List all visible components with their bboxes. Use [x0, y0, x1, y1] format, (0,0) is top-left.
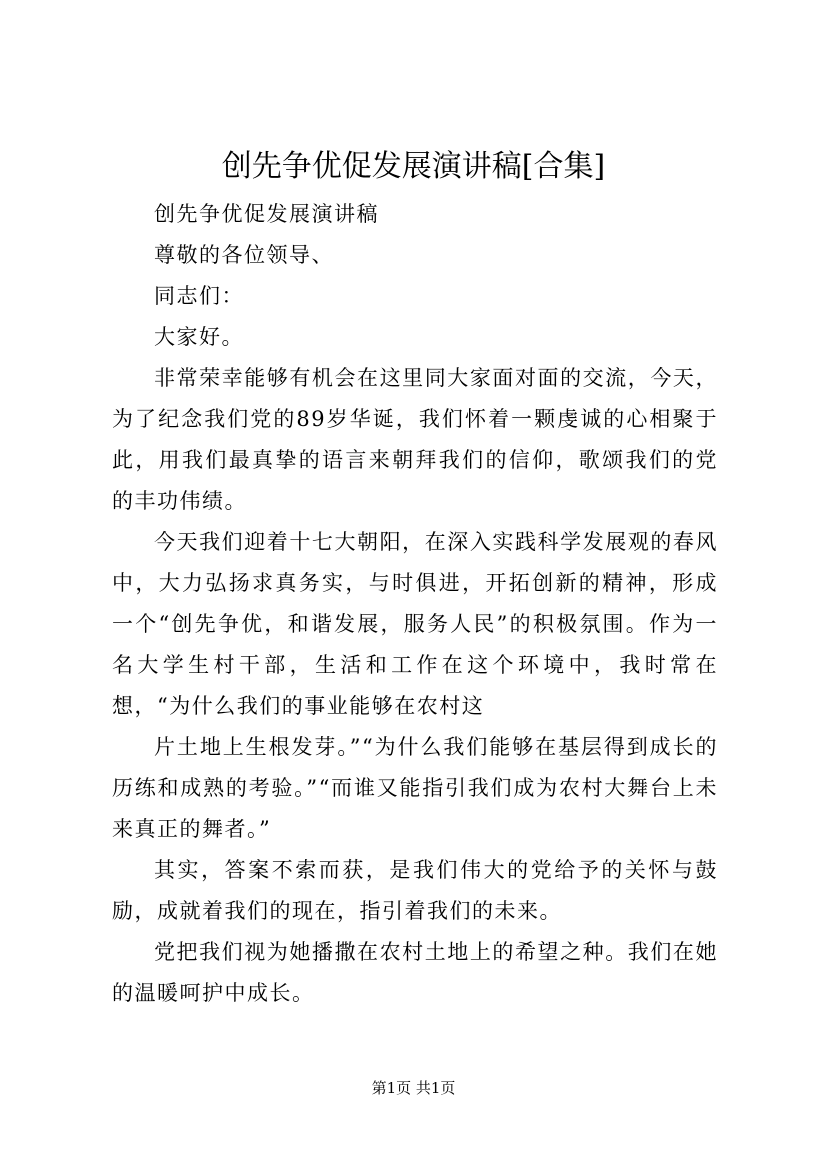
page-footer: 第1页 共1页 — [371, 1079, 456, 1097]
paragraph-salutation: 尊敬的各位领导、 — [154, 243, 334, 267]
paragraph-subtitle: 创先争优促发展演讲稿 — [154, 202, 379, 226]
paragraph: 其实，答案不索而获，是我们伟大的党给予的关怀与鼓励，成就着我们的现在，指引着我们的未来。 — [112, 858, 718, 923]
paragraph: 今天我们迎着十七大朝阳，在深入实践科学发展观的春风中，大力弘扬求真务实，与时俱进，开拓创新的精神，形成一个“创先争优，和谐发展，服务人民”的积极氛围。作为一名大学生村干部，生活和工作在这个环境中，我时常在想，“为什么我们的事业能够在农村这 — [112, 530, 718, 718]
paragraph: 党把我们视为她播撒在农村土地上的希望之种。我们在她的温暖呵护中成长。 — [112, 940, 718, 1005]
paragraph: 片土地上生根发芽。”“为什么我们能够在基层得到成长的历练和成熟的考验。”“而谁又能指引我们成为农村大舞台上未来真正的舞者。” — [112, 735, 718, 841]
document-body — [112, 194, 718, 1014]
paragraph: 非常荣幸能够有机会在这里同大家面对面的交流，今天，为了纪念我们党的89岁华诞，我们怀着一颗虔诚的心相聚于此，用我们最真挚的语言来朝拜我们的信仰，歌颂我们的党的丰功伟绩。 — [112, 366, 718, 513]
paragraph-greeting: 大家好。 — [154, 325, 244, 349]
paragraph-salutation-2: 同志们： — [154, 284, 244, 308]
document-title: 创先争优促发展演讲稿[合集] — [221, 149, 606, 184]
